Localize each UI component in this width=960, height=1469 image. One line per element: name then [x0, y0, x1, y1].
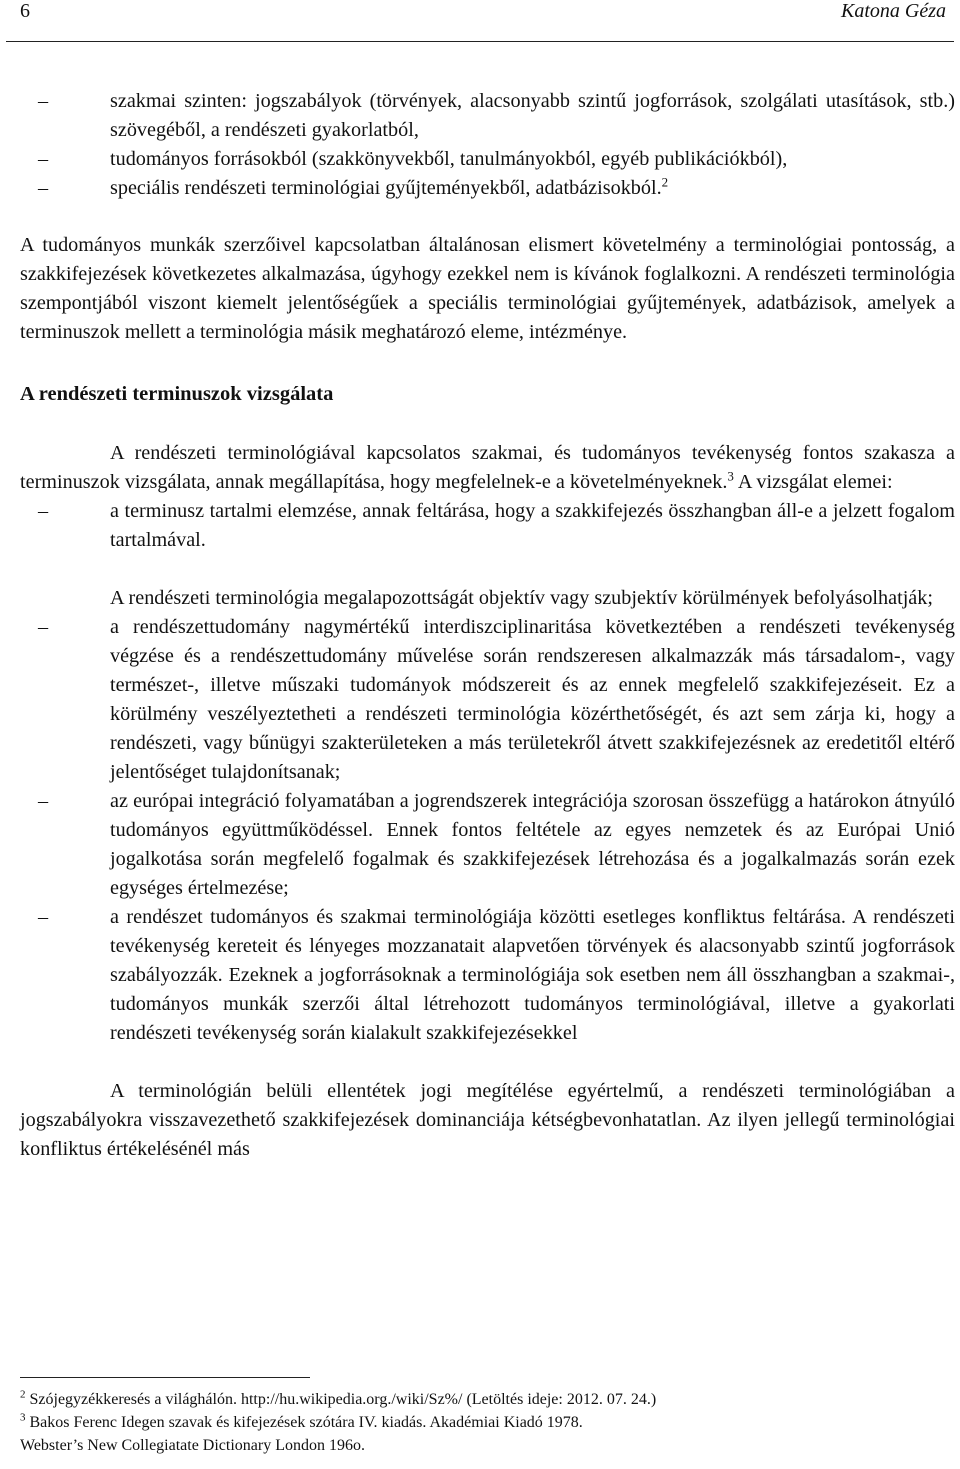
- paragraph: A tudományos munkák szerzőivel kapcsolatban általánosan elismert követelmény a terminológiai pontosság, a szakkifejezések következetes alkalmazása, úgyhogy ezekkel nem is kívánok foglalkozni. A rendészeti terminológia szempontjából viszont kiemelt jelentőségűek a speciális terminológiai gyűjtemények, adatbázisok, amelyek a terminuszok mellett a terminológia másik meghatározó eleme, intézménye.: [20, 234, 955, 343]
- footnote-number: 3: [20, 1411, 26, 1424]
- body-text: [20, 87, 955, 1164]
- source-list: [20, 87, 955, 203]
- list-item-text: a rendészet tudományos és szakmai terminológiája közötti esetleges konfliktus feltárása. A rendészeti tevékenység kereteit és lényeges mozzanatait alapvetően törvények és alacsonyabb szintű jogforrások szabályozzák. Ezeknek a jogforrásoknak a terminológiája sok esetben nem áll összhangban a szakmai-, tudományos munkák szerzői által létrehozott tudományos terminológiával, illetve a gyakorlati rendészeti tevékenység során kialakult szakkifejezésekkel: [110, 906, 955, 1044]
- header-divider: [6, 41, 954, 42]
- paragraph: A rendészeti terminológia megalapozottságát objektív vagy szubjektív körülmények befolyásolhatják;: [110, 587, 933, 609]
- footnote-text: Bakos Ferenc Idegen szavak és kifejezések szótára IV. kiadás. Akadémiai Kiadó 1978.: [25, 1414, 583, 1431]
- footnote-ref: 3: [727, 468, 734, 484]
- list-item: [20, 613, 955, 787]
- list-item-text: szakmai szinten: jogszabályok (törvények, alacsonyabb szintű jogforrások, szolgálati utasítások, stb.) szövegéből, a rendészeti gyakorlatból,: [110, 90, 955, 141]
- section-heading: A rendészeti terminuszok vizsgálata: [20, 383, 334, 405]
- paragraph: [20, 439, 955, 497]
- list-item-text: speciális rendészeti terminológiai gyűjteményekből, adatbázisokból.: [110, 177, 662, 199]
- footnote: [20, 1411, 940, 1434]
- list-item: [20, 174, 955, 203]
- list-item: [20, 787, 955, 903]
- list-item: [20, 87, 955, 145]
- list-item: [20, 145, 955, 174]
- footnote: [20, 1434, 940, 1457]
- footnote-number: 2: [20, 1388, 26, 1401]
- examination-list: [20, 497, 955, 555]
- paragraph-text: A rendészeti terminológiával kapcsolatos szakmai, és tudományos tevékenység fontos szakasza a terminuszok vizsgálata, annak megállapítása, hogy megfelelnek-e a követelményeknek.: [20, 442, 955, 493]
- list-item-text: a terminusz tartalmi elemzése, annak feltárása, hogy a szakkifejezés összhangban áll-e a jelzett fogalom tartalmával.: [110, 500, 955, 551]
- footnote-ref: 2: [661, 174, 669, 190]
- page-number: 6: [20, 0, 30, 22]
- list-item: [20, 903, 955, 1048]
- paragraph: A terminológián belüli ellentétek jogi megítélése egyértelmű, a rendészeti terminológiában a jogszabályokra visszavezethető szakkifejezések dominanciája kétségbevonhatatlan. Az ilyen jellegű terminológiai konfliktus értékelésénél más: [20, 1080, 955, 1160]
- list-item: [20, 497, 955, 555]
- list-item-text: a rendészettudomány nagymértékű interdiszciplinaritása következtében a rendészeti tevékenység végzése és a rendészettudomány művelése során rendszeresen alkalmazzák más társadalom-, vagy természet-, illetve műszaki tudományok módszereit és az ennek megfelelő szakkifejezéseit. Ez a körülmény veszélyeztetheti a rendészeti terminológia közérthetőségét, és azt sem zárja ki, hogy a rendészeti, vagy bűnügyi szakterületeken a más területekről átvett szakkifejezésnek az eredetitől eltérő jelentőséget tulajdonítsanak;: [110, 616, 955, 783]
- list-item-text: tudományos forrásokból (szakkönyvekből, tanulmányokból, egyéb publikációkból),: [110, 148, 788, 170]
- list-item-text: az európai integráció folyamatában a jogrendszerek integrációja szorosan összefügg a határokon átnyúló tudományos együttműködéssel. Ennek fontos feltétele az egyes nemzetek és az Európai Unió jogalkotása során megfelelő fogalmak és szakkifejezések létrehozása és a jogalkalmazás során ezek egységes értelmezése;: [110, 790, 955, 899]
- footnote-text: Webster’s New Collegiatate Dictionary London 196o.: [20, 1437, 365, 1454]
- footnote-text: Szójegyzékkeresés a világhálón. http://hu.wikipedia.org./wiki/Sz%/ (Letöltés ideje: 2012. 07. 24.): [25, 1391, 657, 1408]
- paragraph-text: A vizsgálat elemei:: [733, 471, 893, 493]
- circumstances-list: [20, 613, 955, 1048]
- footnote-divider: [20, 1377, 310, 1378]
- running-head-author: Katona Géza: [841, 0, 946, 22]
- footnotes: [20, 1388, 940, 1457]
- footnote: [20, 1388, 940, 1411]
- page-header: [20, 0, 946, 40]
